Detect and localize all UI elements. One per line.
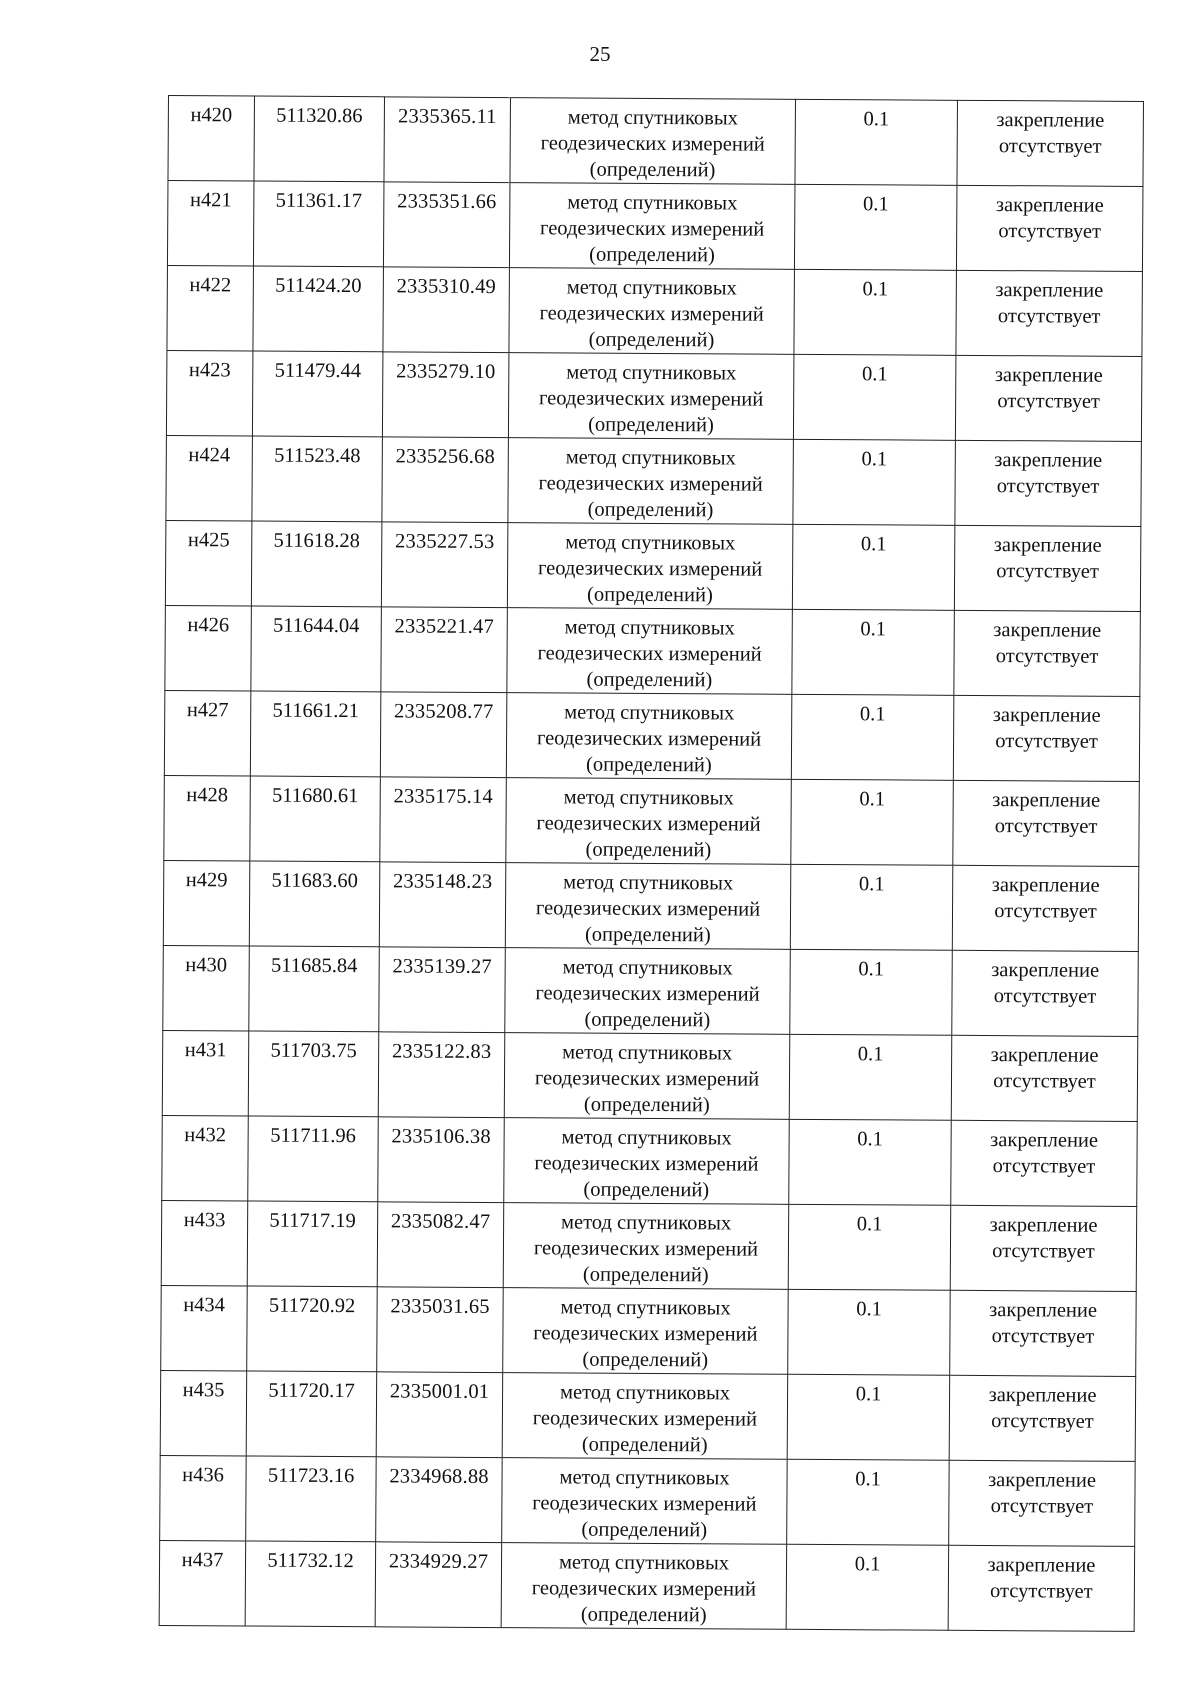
method-cell: метод спутниковых геодезических измерений (определений) <box>504 1033 790 1120</box>
x-coordinate-cell: 511711.96 <box>248 1116 379 1202</box>
table-row <box>166 435 1142 526</box>
method-cell: метод спутниковых геодезических измерений (определений) <box>501 1543 787 1630</box>
table-row <box>167 181 1143 272</box>
method-cell: метод спутниковых геодезических измерений (определений) <box>510 98 796 185</box>
x-coordinate-cell: 511523.48 <box>252 436 383 522</box>
fixation-cell: закрепление отсутствует <box>949 1460 1136 1546</box>
point-name-cell: н430 <box>163 945 250 1031</box>
y-coordinate-cell: 2335122.83 <box>378 1032 505 1118</box>
accuracy-cell: 0.1 <box>792 524 955 610</box>
x-coordinate-cell: 511732.12 <box>245 1541 376 1627</box>
x-coordinate-cell: 511320.86 <box>254 96 385 182</box>
y-coordinate-cell: 2335175.14 <box>380 777 507 863</box>
table-row <box>165 520 1141 611</box>
accuracy-cell: 0.1 <box>791 694 954 780</box>
accuracy-cell: 0.1 <box>787 1459 950 1545</box>
fixation-cell: закрепление отсутствует <box>956 185 1143 271</box>
accuracy-cell: 0.1 <box>790 864 953 950</box>
method-cell: метод спутниковых геодезических измерений (определений) <box>509 268 795 355</box>
fixation-cell: закрепление отсутствует <box>948 1545 1135 1631</box>
method-cell: метод спутниковых геодезических измерений (определений) <box>509 183 795 270</box>
fixation-cell: закрепление отсутствует <box>953 780 1140 866</box>
method-cell: метод спутниковых геодезических измерений (определений) <box>508 438 794 525</box>
point-name-cell: н426 <box>165 605 252 691</box>
y-coordinate-cell: 2335106.38 <box>378 1117 505 1203</box>
coordinates-table-body <box>159 96 1143 1632</box>
point-name-cell: н432 <box>162 1115 249 1201</box>
method-cell: метод спутниковых геодезических измерений (определений) <box>503 1288 789 1375</box>
y-coordinate-cell: 2335031.65 <box>377 1287 504 1373</box>
x-coordinate-cell: 511618.28 <box>251 521 382 607</box>
coordinates-table-container <box>159 95 1143 1632</box>
accuracy-cell: 0.1 <box>794 269 957 355</box>
accuracy-cell: 0.1 <box>795 99 958 185</box>
y-coordinate-cell: 2335221.47 <box>381 607 508 693</box>
fixation-cell: закрепление отсутствует <box>954 610 1141 696</box>
point-name-cell: н425 <box>165 520 252 606</box>
point-name-cell: н420 <box>168 96 255 182</box>
y-coordinate-cell: 2334929.27 <box>375 1542 502 1628</box>
method-cell: метод спутниковых геодезических измерений (определений) <box>506 778 792 865</box>
table-row <box>161 1200 1137 1291</box>
table-row <box>165 605 1141 696</box>
y-coordinate-cell: 2335148.23 <box>379 862 506 948</box>
table-row <box>162 1030 1138 1121</box>
fixation-cell: закрепление отсутствует <box>954 525 1141 611</box>
table-row <box>164 690 1140 781</box>
point-name-cell: н435 <box>160 1370 247 1456</box>
accuracy-cell: 0.1 <box>790 949 953 1035</box>
accuracy-cell: 0.1 <box>788 1289 951 1375</box>
table-row <box>163 860 1139 951</box>
table-row <box>163 945 1139 1036</box>
table-row <box>160 1455 1136 1546</box>
accuracy-cell: 0.1 <box>787 1374 950 1460</box>
fixation-cell: закрепление отсутствует <box>951 1035 1138 1121</box>
table-row <box>164 775 1140 866</box>
point-name-cell: н434 <box>161 1285 248 1371</box>
fixation-cell: закрепление отсутствует <box>949 1375 1136 1461</box>
point-name-cell: н427 <box>164 690 251 776</box>
y-coordinate-cell: 2335351.66 <box>383 182 510 268</box>
table-row <box>166 350 1142 441</box>
y-coordinate-cell: 2335279.10 <box>382 352 509 438</box>
point-name-cell: н437 <box>159 1540 246 1626</box>
y-coordinate-cell: 2335001.01 <box>376 1372 503 1458</box>
fixation-cell: закрепление отсутствует <box>953 695 1140 781</box>
point-name-cell: н429 <box>163 860 250 946</box>
point-name-cell: н421 <box>167 181 254 267</box>
method-cell: метод спутниковых геодезических измерений (определений) <box>504 1118 790 1205</box>
accuracy-cell: 0.1 <box>791 779 954 865</box>
accuracy-cell: 0.1 <box>793 354 956 440</box>
point-name-cell: н423 <box>166 350 253 436</box>
y-coordinate-cell: 2335310.49 <box>383 267 510 353</box>
fixation-cell: закрепление отсутствует <box>951 1120 1138 1206</box>
x-coordinate-cell: 511479.44 <box>252 351 383 437</box>
point-name-cell: н431 <box>162 1030 249 1116</box>
point-name-cell: н422 <box>167 265 254 351</box>
y-coordinate-cell: 2335208.77 <box>380 692 507 778</box>
point-name-cell: н433 <box>161 1200 248 1286</box>
x-coordinate-cell: 511720.92 <box>247 1286 378 1372</box>
x-coordinate-cell: 511703.75 <box>248 1031 379 1117</box>
method-cell: метод спутниковых геодезических измерений (определений) <box>506 693 792 780</box>
accuracy-cell: 0.1 <box>789 1034 952 1120</box>
table-row <box>160 1370 1136 1461</box>
method-cell: метод спутниковых геодезических измерений (определений) <box>505 863 791 950</box>
coordinates-table <box>159 95 1144 1632</box>
x-coordinate-cell: 511723.16 <box>246 1456 377 1542</box>
accuracy-cell: 0.1 <box>794 184 957 270</box>
accuracy-cell: 0.1 <box>793 439 956 525</box>
method-cell: метод спутниковых геодезических измерений (определений) <box>508 353 794 440</box>
accuracy-cell: 0.1 <box>786 1544 949 1630</box>
fixation-cell: закрепление отсутствует <box>952 950 1139 1036</box>
x-coordinate-cell: 511720.17 <box>246 1371 377 1457</box>
y-coordinate-cell: 2335256.68 <box>382 437 509 523</box>
table-row <box>162 1115 1138 1206</box>
method-cell: метод спутниковых геодезических измерений (определений) <box>507 523 793 610</box>
accuracy-cell: 0.1 <box>789 1119 952 1205</box>
page-number: 25 <box>589 42 611 66</box>
table-row <box>167 265 1143 356</box>
fixation-cell: закрепление отсутствует <box>950 1205 1137 1291</box>
method-cell: метод спутниковых геодезических измерений (определений) <box>505 948 791 1035</box>
x-coordinate-cell: 511717.19 <box>247 1201 378 1287</box>
x-coordinate-cell: 511361.17 <box>253 181 384 267</box>
fixation-cell: закрепление отсутствует <box>957 100 1144 186</box>
fixation-cell: закрепление отсутствует <box>956 270 1143 356</box>
fixation-cell: закрепление отсутствует <box>952 865 1139 951</box>
method-cell: метод спутниковых геодезических измерений (определений) <box>507 608 793 695</box>
method-cell: метод спутниковых геодезических измерений (определений) <box>503 1203 789 1290</box>
x-coordinate-cell: 511644.04 <box>251 606 382 692</box>
x-coordinate-cell: 511680.61 <box>250 776 381 862</box>
x-coordinate-cell: 511685.84 <box>249 946 380 1032</box>
x-coordinate-cell: 511683.60 <box>249 861 380 947</box>
fixation-cell: закрепление отсутствует <box>950 1290 1137 1376</box>
y-coordinate-cell: 2335365.11 <box>384 97 511 183</box>
y-coordinate-cell: 2334968.88 <box>376 1457 503 1543</box>
fixation-cell: закрепление отсутствует <box>955 440 1142 526</box>
accuracy-cell: 0.1 <box>788 1204 951 1290</box>
y-coordinate-cell: 2335139.27 <box>379 947 506 1033</box>
table-row <box>159 1540 1135 1631</box>
fixation-cell: закрепление отсутствует <box>955 355 1142 441</box>
y-coordinate-cell: 2335227.53 <box>381 522 508 608</box>
x-coordinate-cell: 511424.20 <box>253 266 384 352</box>
point-name-cell: н436 <box>160 1455 247 1541</box>
x-coordinate-cell: 511661.21 <box>250 691 381 777</box>
accuracy-cell: 0.1 <box>792 609 955 695</box>
table-row <box>168 96 1144 187</box>
y-coordinate-cell: 2335082.47 <box>377 1202 504 1288</box>
table-row <box>161 1285 1137 1376</box>
point-name-cell: н428 <box>164 775 251 861</box>
method-cell: метод спутниковых геодезических измерений (определений) <box>502 1458 788 1545</box>
point-name-cell: н424 <box>166 435 253 521</box>
method-cell: метод спутниковых геодезических измерений (определений) <box>502 1373 788 1460</box>
